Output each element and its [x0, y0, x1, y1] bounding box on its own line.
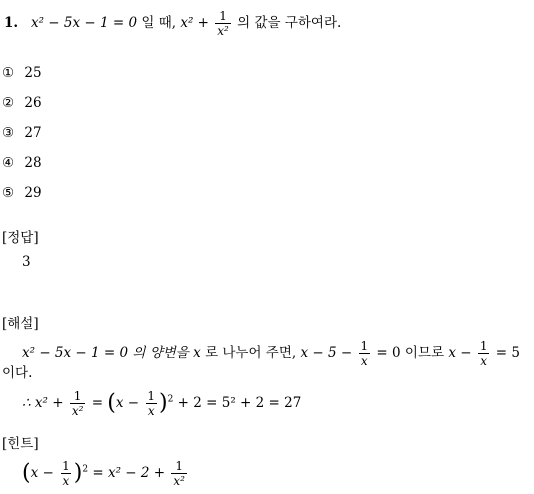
choice-2 [2, 97, 42, 111]
right-paren: ) [73, 460, 83, 486]
choice-value: 27 [24, 125, 42, 141]
choice-mark: ① [2, 65, 15, 81]
answer-label: [정답] [2, 230, 39, 246]
choice-value: 28 [24, 155, 42, 171]
given-equation: x² − 5x − 1 = 0 [30, 15, 138, 32]
left-paren: ( [107, 390, 116, 416]
target-prefix: x² + [180, 15, 209, 32]
choice-mark: ② [2, 95, 15, 111]
choice-value: 29 [24, 185, 42, 201]
fraction-one-over-x-squared: $\frac{1}{\text{x²}}$ [71, 389, 84, 418]
choice-1 [2, 67, 42, 81]
hint-label: [힌트] [2, 436, 39, 452]
choice-3 [2, 127, 42, 141]
explanation-line-3: ∴ x² + $\frac{1}{\text{x²}}$ = (x − $\frac{1}{x}$ )$^2$ + 2 = 5² + 2 = 27 [22, 389, 302, 418]
question-number: 1. [4, 15, 19, 32]
left-paren: ( [22, 460, 31, 486]
choice-4 [2, 157, 42, 171]
choice-value: 26 [24, 95, 42, 111]
fraction-one-over-x: $\frac{1}{x}$ [62, 459, 70, 488]
given-suffix: 일 때, [141, 15, 177, 32]
choice-value: 25 [24, 65, 42, 81]
choice-mark: ⑤ [2, 185, 15, 201]
explanation-line-1: x² − 5x − 1 = 0 의 양변을 x 로 나누어 주면, x − 5 − $\frac{1}{x}$ = 0 이므로 x − $\frac{1}{x}$ = 5 [22, 339, 520, 368]
question-line [4, 10, 341, 37]
explanation-label: [해설] [2, 316, 39, 332]
choice-mark: ④ [2, 155, 15, 171]
fraction-one-over-x: $\frac{1}{x}$ [147, 389, 156, 418]
fraction-one-over-x-squared: $\frac{1}{\text{x²}}$ [173, 459, 185, 488]
explanation-line-2: 이다. [2, 365, 33, 381]
right-paren: ) [159, 390, 168, 416]
fraction-one-over-x: $\frac{1}{x}$ [479, 339, 488, 368]
answer-value: 3 [22, 254, 31, 270]
hint-expression: (x − $\frac{1}{x}$ )$^2$ = x² − 2 + $\frac{1}{\text{x²}}$ [22, 459, 185, 488]
choice-mark: ③ [2, 125, 15, 141]
target-fraction: $\frac{1}{\text{x²}}$ [217, 9, 229, 38]
choice-5 [2, 187, 42, 201]
fraction-one-over-x: $\frac{1}{x}$ [360, 339, 369, 368]
question-prompt: 의 값을 구하여라. [237, 15, 342, 32]
